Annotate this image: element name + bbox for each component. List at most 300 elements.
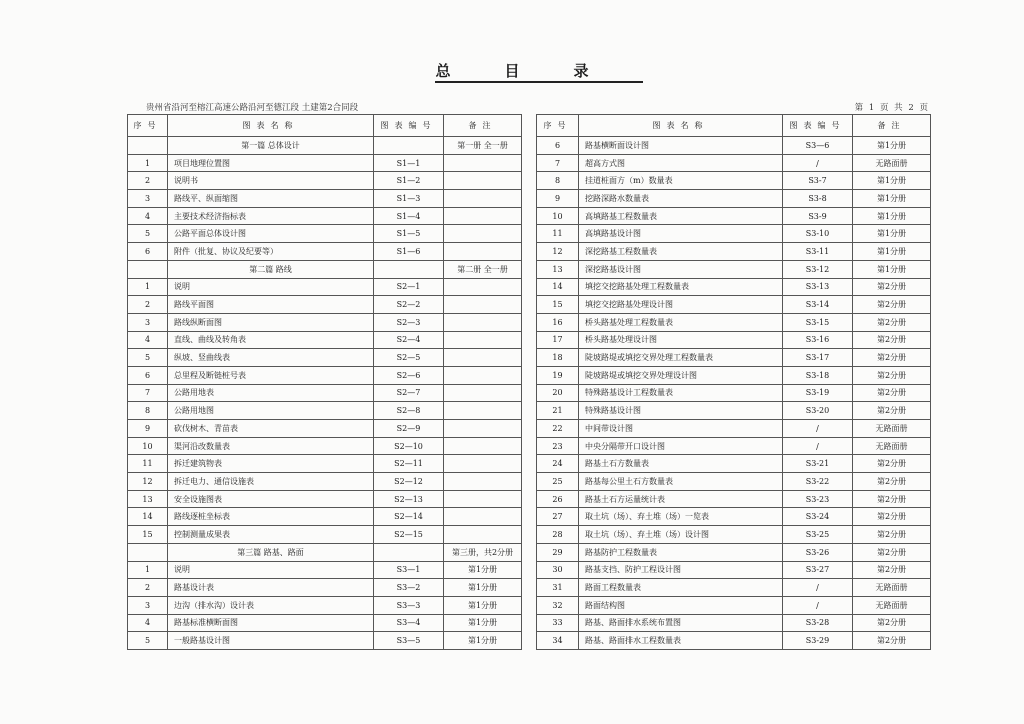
row-code: S3-24 <box>783 508 853 526</box>
row-code: S3-26 <box>783 543 853 561</box>
row-number: 18 <box>537 349 579 367</box>
row-code: / <box>783 579 853 597</box>
row-number: 3 <box>128 596 168 614</box>
row-note <box>444 420 522 438</box>
row-note: 第2分册 <box>853 331 931 349</box>
row-code: S3-21 <box>783 455 853 473</box>
row-title: 桥头路基处理设计图 <box>579 331 783 349</box>
table-row <box>537 490 931 508</box>
row-number: 4 <box>128 614 168 632</box>
table-row <box>537 207 931 225</box>
row-number: 7 <box>537 154 579 172</box>
header-note: 备注 <box>444 115 522 137</box>
row-number: 33 <box>537 614 579 632</box>
row-note: 第1分册 <box>444 632 522 650</box>
header-code: 图表编号 <box>783 115 853 137</box>
row-title: 路线逐桩坐标表 <box>168 508 374 526</box>
row-code: S3—4 <box>374 614 444 632</box>
row-title: 第一篇 总体设计 <box>168 137 374 155</box>
row-note <box>444 313 522 331</box>
section-row <box>128 543 522 561</box>
row-note <box>444 190 522 208</box>
row-note: 无路面册 <box>853 596 931 614</box>
row-code: S3-13 <box>783 278 853 296</box>
row-title: 高填路基设计图 <box>579 225 783 243</box>
table-row <box>537 420 931 438</box>
row-title: 路面结构图 <box>579 596 783 614</box>
row-number: 21 <box>537 402 579 420</box>
table-row <box>128 172 522 190</box>
table-row <box>128 473 522 491</box>
table-row <box>537 366 931 384</box>
row-title: 直线、曲线及转角表 <box>168 331 374 349</box>
row-title: 说明 <box>168 561 374 579</box>
row-number: 7 <box>128 384 168 402</box>
row-number: 11 <box>537 225 579 243</box>
row-title: 第二篇 路线 <box>168 260 374 278</box>
table-row <box>537 455 931 473</box>
row-number: 9 <box>128 420 168 438</box>
row-title: 路基标准横断面图 <box>168 614 374 632</box>
row-code <box>374 260 444 278</box>
table-row <box>128 296 522 314</box>
table-row <box>537 243 931 261</box>
row-title: 填挖交挖路基处理工程数量表 <box>579 278 783 296</box>
row-number: 1 <box>128 278 168 296</box>
row-title: 一般路基设计图 <box>168 632 374 650</box>
row-number: 8 <box>128 402 168 420</box>
row-number: 14 <box>128 508 168 526</box>
table-row <box>537 473 931 491</box>
row-number: 5 <box>128 225 168 243</box>
row-code <box>374 137 444 155</box>
row-code: S3-22 <box>783 473 853 491</box>
row-title: 路基、路面排水系统布置图 <box>579 614 783 632</box>
row-note: 无路面册 <box>853 579 931 597</box>
row-note <box>444 225 522 243</box>
section-row <box>128 260 522 278</box>
row-note: 第2分册 <box>853 384 931 402</box>
row-title: 路线平面图 <box>168 296 374 314</box>
row-title: 路线平、纵面缩图 <box>168 190 374 208</box>
row-code: S1—6 <box>374 243 444 261</box>
row-code: S2—11 <box>374 455 444 473</box>
row-title: 安全设施图表 <box>168 490 374 508</box>
row-number: 6 <box>537 137 579 155</box>
project-subtitle: 贵州省沿河至榕江高速公路沿河至德江段 土建第2合同段 <box>146 103 359 113</box>
row-code: S3-19 <box>783 384 853 402</box>
row-number: 9 <box>537 190 579 208</box>
row-note: 第2分册 <box>853 561 931 579</box>
row-code: S2—13 <box>374 490 444 508</box>
row-title: 取土坑（场）、弃土堆（场）一览表 <box>579 508 783 526</box>
row-note <box>444 402 522 420</box>
row-note: 无路面册 <box>853 154 931 172</box>
row-note: 第2分册 <box>853 455 931 473</box>
row-number: 2 <box>128 579 168 597</box>
table-row <box>128 420 522 438</box>
row-title: 深挖路基设计图 <box>579 260 783 278</box>
row-code: S3—5 <box>374 632 444 650</box>
row-code: / <box>783 437 853 455</box>
table-row <box>537 561 931 579</box>
row-note: 第2分册 <box>853 278 931 296</box>
table-row <box>537 508 931 526</box>
row-note: 第2分册 <box>853 313 931 331</box>
row-note: 第1分册 <box>853 172 931 190</box>
row-note <box>444 384 522 402</box>
page-title <box>0 60 1024 81</box>
row-code: S2—14 <box>374 508 444 526</box>
row-code: S2—12 <box>374 473 444 491</box>
row-title: 路线纵断面图 <box>168 313 374 331</box>
row-note: 第2分册 <box>853 508 931 526</box>
row-number: 19 <box>537 366 579 384</box>
row-number: 25 <box>537 473 579 491</box>
table-row <box>128 437 522 455</box>
table-row <box>128 313 522 331</box>
row-note: 无路面册 <box>853 437 931 455</box>
row-number: 20 <box>537 384 579 402</box>
row-note: 第2分册 <box>853 296 931 314</box>
row-code: S3-8 <box>783 190 853 208</box>
row-title: 公路用地表 <box>168 384 374 402</box>
table-row <box>537 225 931 243</box>
row-number: 2 <box>128 296 168 314</box>
table-row <box>537 526 931 544</box>
row-title: 路面工程数量表 <box>579 579 783 597</box>
row-code: S3—2 <box>374 579 444 597</box>
row-note: 第2分册 <box>853 632 931 650</box>
row-number: 1 <box>128 154 168 172</box>
row-note: 第2分册 <box>853 614 931 632</box>
row-number: 26 <box>537 490 579 508</box>
row-code: S3—3 <box>374 596 444 614</box>
row-note: 无路面册 <box>853 420 931 438</box>
row-number: 22 <box>537 420 579 438</box>
page-title-text: 总目录 <box>435 62 642 83</box>
row-title: 渠河沿改数量表 <box>168 437 374 455</box>
row-note: 第1分册 <box>444 596 522 614</box>
row-code: / <box>783 420 853 438</box>
table-row <box>537 172 931 190</box>
row-note: 第1分册 <box>853 260 931 278</box>
row-number <box>128 260 168 278</box>
section-row <box>128 137 522 155</box>
row-title: 中间带设计图 <box>579 420 783 438</box>
row-code: S2—10 <box>374 437 444 455</box>
row-note <box>444 331 522 349</box>
row-code: S1—4 <box>374 207 444 225</box>
row-number: 6 <box>128 243 168 261</box>
row-title: 路基、路面排水工程数量表 <box>579 632 783 650</box>
row-code: S2—9 <box>374 420 444 438</box>
table-row <box>128 190 522 208</box>
row-number: 5 <box>128 632 168 650</box>
row-note <box>444 207 522 225</box>
row-code: S2—5 <box>374 349 444 367</box>
row-code: S2—8 <box>374 402 444 420</box>
row-number: 4 <box>128 331 168 349</box>
table-row <box>128 366 522 384</box>
row-number: 13 <box>537 260 579 278</box>
row-code: S3-12 <box>783 260 853 278</box>
row-number: 13 <box>128 490 168 508</box>
row-number <box>128 543 168 561</box>
row-note: 第1分册 <box>444 614 522 632</box>
row-title: 超高方式图 <box>579 154 783 172</box>
row-code: S3—1 <box>374 561 444 579</box>
row-note <box>444 455 522 473</box>
row-number: 15 <box>537 296 579 314</box>
row-number: 12 <box>537 243 579 261</box>
table-row <box>537 296 931 314</box>
row-note: 第2分册 <box>853 526 931 544</box>
row-code: / <box>783 154 853 172</box>
row-code: S2—6 <box>374 366 444 384</box>
row-number: 12 <box>128 473 168 491</box>
row-title: 砍伐树木、青苗表 <box>168 420 374 438</box>
row-number: 27 <box>537 508 579 526</box>
table-row <box>128 331 522 349</box>
row-title: 路基土石方数量表 <box>579 455 783 473</box>
row-note <box>444 437 522 455</box>
row-note <box>444 243 522 261</box>
row-number: 23 <box>537 437 579 455</box>
page-number: 第 1 页 共 2 页 <box>854 103 928 113</box>
row-number: 6 <box>128 366 168 384</box>
row-note: 第2分册 <box>853 473 931 491</box>
table-row <box>537 137 931 155</box>
row-code: S3-9 <box>783 207 853 225</box>
row-number: 16 <box>537 313 579 331</box>
row-title: 桥头路基处理工程数量表 <box>579 313 783 331</box>
row-title: 陡坡路堤或填挖交界处理工程数量表 <box>579 349 783 367</box>
table-row <box>537 437 931 455</box>
row-note: 第1分册 <box>853 243 931 261</box>
row-code: S3-27 <box>783 561 853 579</box>
row-title: 挖路深路水数量表 <box>579 190 783 208</box>
row-code: S3-14 <box>783 296 853 314</box>
row-number: 32 <box>537 596 579 614</box>
row-note <box>444 154 522 172</box>
row-code: S2—15 <box>374 526 444 544</box>
row-title: 路基横断面设计图 <box>579 137 783 155</box>
row-number: 15 <box>128 526 168 544</box>
row-number: 29 <box>537 543 579 561</box>
header-no: 序号 <box>537 115 579 137</box>
table-row <box>537 331 931 349</box>
table-row <box>537 614 931 632</box>
row-code: S3-25 <box>783 526 853 544</box>
toc-table-right <box>536 114 931 650</box>
row-title: 拆迁建筑物表 <box>168 455 374 473</box>
row-code: S2—4 <box>374 331 444 349</box>
row-note: 第1分册 <box>444 561 522 579</box>
toc-body-left <box>128 137 522 650</box>
toc-table-left <box>127 114 522 650</box>
row-code: S3-18 <box>783 366 853 384</box>
row-title: 说明 <box>168 278 374 296</box>
table-row <box>537 543 931 561</box>
row-code: S3-28 <box>783 614 853 632</box>
table-row <box>128 278 522 296</box>
row-title: 路基支挡、防护工程设计图 <box>579 561 783 579</box>
table-header <box>128 115 522 137</box>
row-title: 项目地理位置图 <box>168 154 374 172</box>
row-note <box>444 473 522 491</box>
row-title: 取土坑（场）、弃土堆（场）设计图 <box>579 526 783 544</box>
row-code: S1—2 <box>374 172 444 190</box>
table-row <box>537 579 931 597</box>
row-code: S3-16 <box>783 331 853 349</box>
row-number: 1 <box>128 561 168 579</box>
row-title: 路基设计表 <box>168 579 374 597</box>
row-code: S3-7 <box>783 172 853 190</box>
row-title: 路基防护工程数量表 <box>579 543 783 561</box>
row-title: 主要技术经济指标表 <box>168 207 374 225</box>
row-note: 第2分册 <box>853 543 931 561</box>
table-row <box>128 384 522 402</box>
row-note: 第二册 全一册 <box>444 260 522 278</box>
row-code: S3—6 <box>783 137 853 155</box>
row-code: S3-29 <box>783 632 853 650</box>
row-note: 第1分册 <box>444 579 522 597</box>
table-row <box>128 349 522 367</box>
table-row <box>537 632 931 650</box>
table-row <box>128 154 522 172</box>
row-number: 24 <box>537 455 579 473</box>
table-row <box>128 207 522 225</box>
row-code: S2—1 <box>374 278 444 296</box>
row-number: 4 <box>128 207 168 225</box>
row-code: S3-23 <box>783 490 853 508</box>
row-code: S2—7 <box>374 384 444 402</box>
table-row <box>537 190 931 208</box>
row-title: 中央分隔带开口设计图 <box>579 437 783 455</box>
row-number: 11 <box>128 455 168 473</box>
header-no: 序号 <box>128 115 168 137</box>
table-row <box>128 579 522 597</box>
row-number: 28 <box>537 526 579 544</box>
table-row <box>128 490 522 508</box>
row-title: 第三篇 路基、路面 <box>168 543 374 561</box>
row-number: 14 <box>537 278 579 296</box>
row-note <box>444 366 522 384</box>
row-title: 挂道桩面方（m）数量表 <box>579 172 783 190</box>
row-code: S3-15 <box>783 313 853 331</box>
header-name: 图表名称 <box>168 115 374 137</box>
row-note <box>444 349 522 367</box>
row-title: 纵坡、竖曲线表 <box>168 349 374 367</box>
row-note <box>444 296 522 314</box>
row-note: 第2分册 <box>853 490 931 508</box>
table-row <box>537 260 931 278</box>
row-code: S3-10 <box>783 225 853 243</box>
row-title: 拆迁电力、通信设施表 <box>168 473 374 491</box>
row-note: 第一册 全一册 <box>444 137 522 155</box>
row-note: 第1分册 <box>853 207 931 225</box>
table-row <box>537 402 931 420</box>
row-number: 2 <box>128 172 168 190</box>
row-code: / <box>783 596 853 614</box>
row-title: 特殊路基设计图 <box>579 402 783 420</box>
row-note <box>444 278 522 296</box>
row-note <box>444 526 522 544</box>
table-row <box>537 349 931 367</box>
table-header <box>537 115 931 137</box>
row-code: S1—3 <box>374 190 444 208</box>
row-title: 控制测量成果表 <box>168 526 374 544</box>
row-number: 8 <box>537 172 579 190</box>
row-number: 31 <box>537 579 579 597</box>
table-row <box>537 154 931 172</box>
table-row <box>128 561 522 579</box>
row-code: S1—1 <box>374 154 444 172</box>
row-number: 17 <box>537 331 579 349</box>
row-title: 公路平面总体设计图 <box>168 225 374 243</box>
table-row <box>537 596 931 614</box>
row-note: 第2分册 <box>853 402 931 420</box>
row-number: 30 <box>537 561 579 579</box>
row-number: 3 <box>128 313 168 331</box>
row-title: 路基每公里土石方数量表 <box>579 473 783 491</box>
row-title: 说明书 <box>168 172 374 190</box>
row-note <box>444 508 522 526</box>
table-row <box>537 278 931 296</box>
row-title: 附件（批复、协议及纪要等） <box>168 243 374 261</box>
row-code: S3-17 <box>783 349 853 367</box>
header-code: 图表编号 <box>374 115 444 137</box>
row-number <box>128 137 168 155</box>
row-note: 第2分册 <box>853 349 931 367</box>
table-row <box>128 402 522 420</box>
row-number: 10 <box>128 437 168 455</box>
table-row <box>128 614 522 632</box>
row-title: 路基土石方运量统计表 <box>579 490 783 508</box>
row-title: 特殊路基设计工程数量表 <box>579 384 783 402</box>
row-title: 填挖交挖路基处理设计图 <box>579 296 783 314</box>
header-name: 图表名称 <box>579 115 783 137</box>
table-row <box>128 508 522 526</box>
row-note: 第1分册 <box>853 137 931 155</box>
table-row <box>537 384 931 402</box>
table-row <box>128 243 522 261</box>
row-title: 边沟（排水沟）设计表 <box>168 596 374 614</box>
row-number: 34 <box>537 632 579 650</box>
row-number: 10 <box>537 207 579 225</box>
row-code <box>374 543 444 561</box>
row-code: S3-20 <box>783 402 853 420</box>
row-note: 第1分册 <box>853 225 931 243</box>
row-note: 第三册，共2分册 <box>444 543 522 561</box>
table-row <box>128 632 522 650</box>
row-code: S2—3 <box>374 313 444 331</box>
row-number: 5 <box>128 349 168 367</box>
row-title: 公路用地图 <box>168 402 374 420</box>
row-title: 深挖路基工程数量表 <box>579 243 783 261</box>
table-row <box>128 225 522 243</box>
row-code: S3-11 <box>783 243 853 261</box>
row-note <box>444 172 522 190</box>
table-row <box>128 596 522 614</box>
row-code: S2—2 <box>374 296 444 314</box>
table-row <box>128 526 522 544</box>
row-title: 陡坡路堤或填挖交界处理设计图 <box>579 366 783 384</box>
row-note <box>444 490 522 508</box>
row-title: 总里程及断链桩号表 <box>168 366 374 384</box>
toc-body-right <box>537 137 931 650</box>
